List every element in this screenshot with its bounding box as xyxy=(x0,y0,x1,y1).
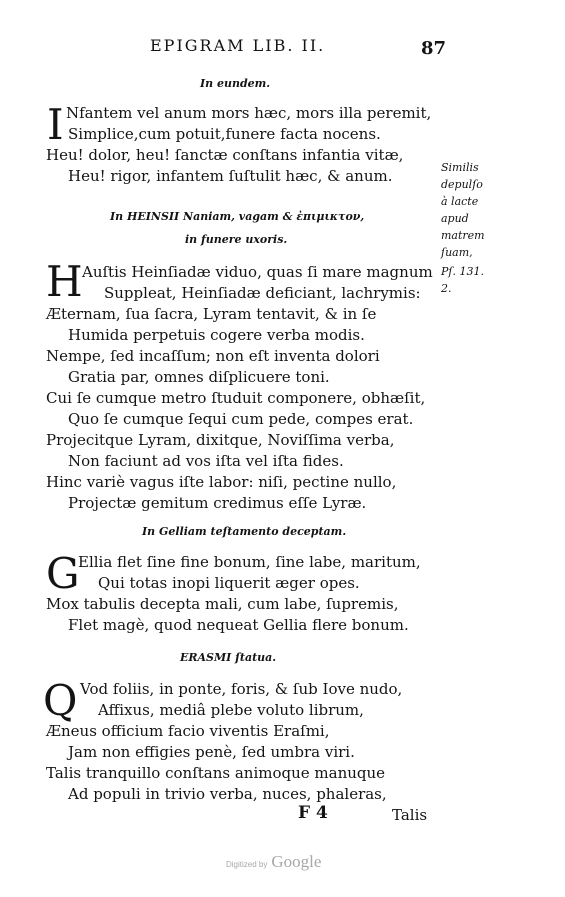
verse-line: Æneus officium facio viventis Eraſmi, xyxy=(46,722,330,740)
verse-line: Ellia flet ſine fine bonum, ſine labe, maritum, xyxy=(78,553,421,571)
page-number: 87 xyxy=(421,38,447,59)
verse-line: Nfantem vel anum mors hæc, mors illa peremit, xyxy=(66,104,432,122)
verse-line: Quo ſe cumque ſequi cum pede, compes erat. xyxy=(68,410,414,428)
verse-line: Ad populi in trivio verba, nuces, phaleras, xyxy=(68,785,387,803)
section-title: In eundem. xyxy=(200,77,271,90)
initial-letter: H xyxy=(46,257,83,306)
verse-line: Humida perpetuis cogere verba modis. xyxy=(68,326,365,344)
verse-line: Projecitque Lyram, dixitque, Noviſſima verba, xyxy=(46,431,395,449)
initial-letter: I xyxy=(47,100,64,149)
verse-line: Non faciunt ad vos iſta vel iſta fides. xyxy=(68,452,344,470)
initial-letter: G xyxy=(46,549,80,598)
verse-line: Simplice,cum potuit,funere facta nocens. xyxy=(68,125,381,143)
verse-line: Suppleat, Heinſiadæ deficiant, lachrymis: xyxy=(104,284,421,302)
marginal-note-line: matrem xyxy=(441,229,485,242)
verse-line: Hinc variè vagus iſte labor: niſi, pectine nullo, xyxy=(46,473,397,491)
verse-line: Vod foliis, in ponte, foris, & ſub Iove nudo, xyxy=(80,680,403,698)
marginal-note-line: 2. xyxy=(441,282,452,295)
verse-line: Projectæ gemitum credimus eſſe Lyræ. xyxy=(68,494,367,512)
verse-line: Heu! dolor, heu! ſanctæ conſtans infantia vitæ, xyxy=(46,146,404,164)
initial-letter: Q xyxy=(43,676,78,725)
verse-line: Auſtis Heinſiadæ viduo, quas ſi mare magnum xyxy=(82,263,433,281)
marginal-note-line: depulſo xyxy=(441,178,483,191)
verse-line: Qui totas inopi liquerit æger opes. xyxy=(98,574,360,592)
verse-line: Æternam, ſua ſacra, Lyram tentavit, & in ſe xyxy=(46,305,377,323)
running-head: EPIGRAM LIB. II. xyxy=(150,36,326,55)
watermark-prefix: Digitized by xyxy=(226,860,268,869)
verse-line: Cui ſe cumque metro ſtuduit componere, obhæſit, xyxy=(46,389,426,407)
verse-line: Mox tabulis decepta mali, cum labe, ſupremis, xyxy=(46,595,399,613)
marginal-note-line: à lacte xyxy=(441,195,479,208)
marginal-note-line: Pſ. 131. xyxy=(441,265,484,278)
marginal-note-line: ſuam, xyxy=(441,246,473,259)
section-subtitle: in funere uxoris. xyxy=(185,233,288,246)
google-logo: Google xyxy=(271,852,322,871)
verse-line: Talis tranquillo conſtans animoque manuque xyxy=(46,764,386,782)
verse-line: Flet magè, quod nequeat Gellia flere bonum. xyxy=(68,616,409,634)
section-title: In Gelliam teſtamento deceptam. xyxy=(142,525,347,538)
digitization-watermark xyxy=(226,852,321,872)
marginal-note-line: apud xyxy=(441,212,469,225)
verse-line: Heu! rigor, infantem ſuſtulit hæc, & anum. xyxy=(68,167,393,185)
section-title: In HEINSII Naniam, vagam & ἐπιμικτον, xyxy=(110,210,365,223)
verse-line: Nempe, ſed incaſſum; non eſt inventa dolori xyxy=(46,347,380,365)
signature-mark: F 4 xyxy=(298,803,328,823)
verse-line: Affixus, mediâ plebe voluto librum, xyxy=(98,701,364,719)
catchword: Talis xyxy=(392,806,428,824)
verse-line: Jam non effigies penè, ſed umbra viri. xyxy=(68,743,355,761)
marginal-note-line: Similis xyxy=(441,161,479,174)
section-title: ERASMI ſtatua. xyxy=(180,651,277,664)
verse-line: Gratia par, omnes diſplicuere toni. xyxy=(68,368,330,386)
